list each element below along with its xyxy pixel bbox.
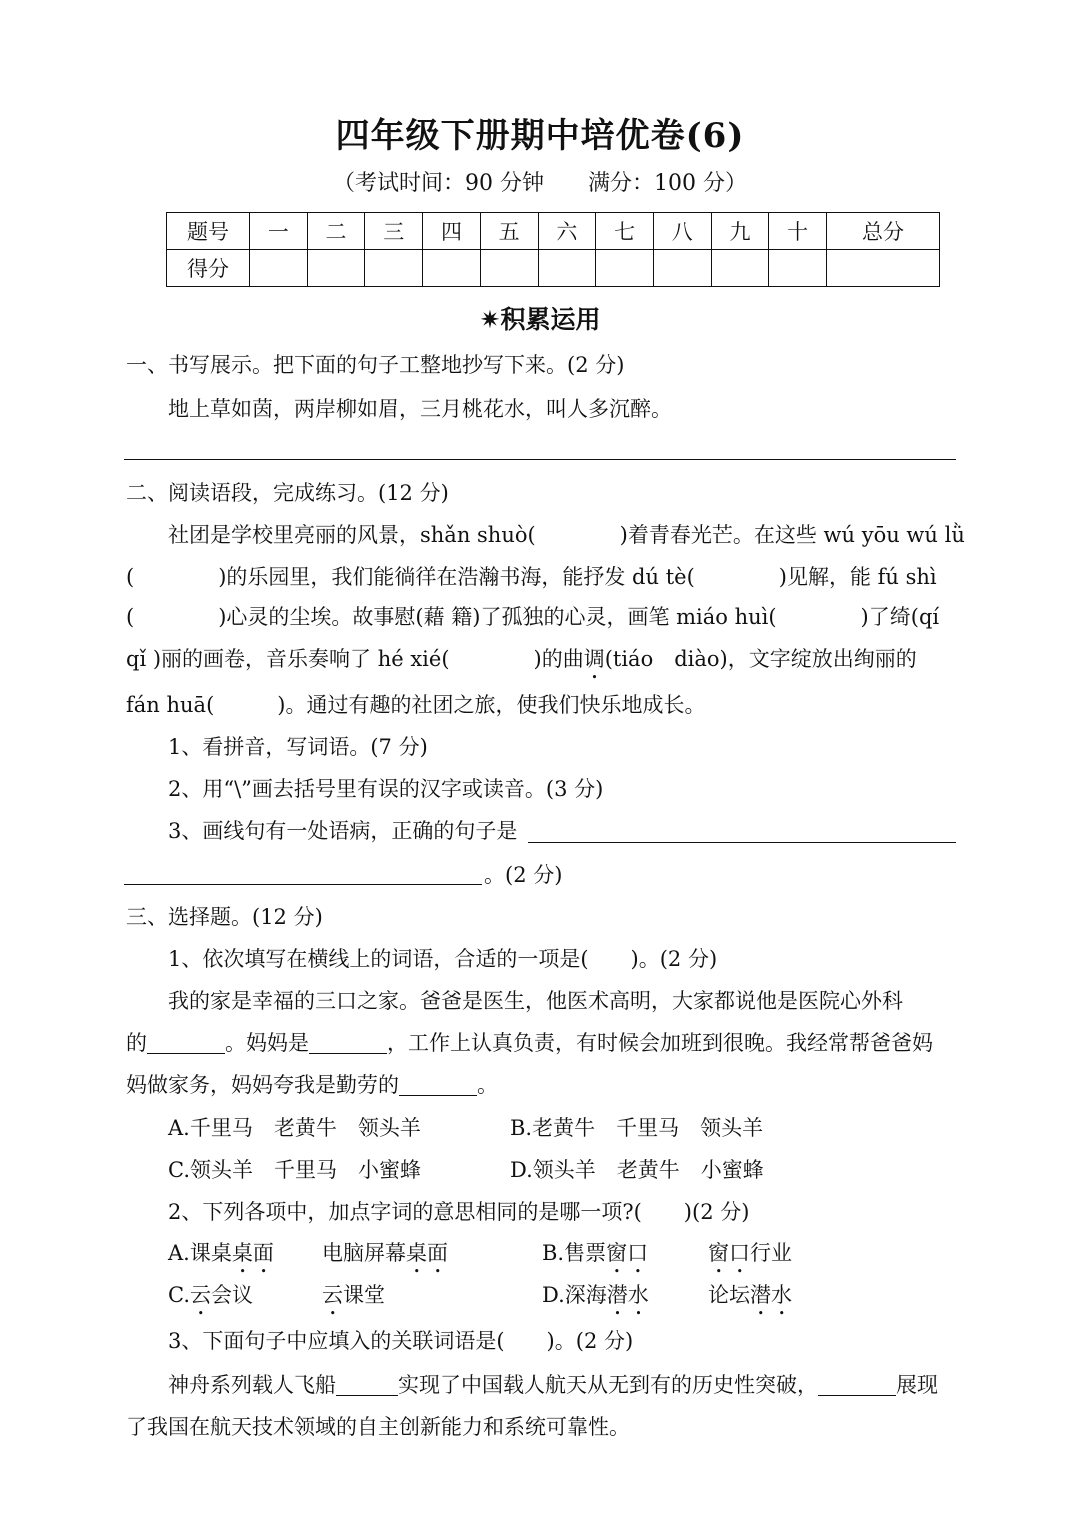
exam-title: 四年级下册期中培优卷(6): [335, 116, 745, 156]
score-table: [166, 212, 940, 287]
q2-paragraph-line: 社团是学校里亮丽的风景，shǎn shuò( )着青春光芒。在这些 wú yōu wú lǜ: [168, 523, 965, 547]
option-text: 课堂: [343, 1283, 385, 1307]
dotted-word: 潜水: [750, 1283, 792, 1307]
fill-blank[interactable]: [336, 1375, 398, 1396]
score-table-col: 一: [250, 213, 308, 250]
q1-answer-line[interactable]: [124, 459, 956, 460]
q3-s1-paragraph: 我的家是幸福的三口之家。爸爸是医生，他医术高明，大家都说他是医院心外科: [168, 989, 903, 1013]
option-text: 电脑屏幕: [322, 1241, 406, 1265]
q2-text: (qí: [910, 605, 940, 629]
score-table-col: 六: [538, 213, 596, 250]
score-table-col: 四: [423, 213, 481, 250]
score-cell[interactable]: [480, 250, 538, 287]
option-a-part: [322, 1238, 448, 1278]
option-a[interactable]: [168, 1238, 274, 1278]
score-table-col: 五: [480, 213, 538, 250]
q2-sub3-end: 。(2 分): [484, 863, 563, 887]
score-cell[interactable]: [711, 250, 769, 287]
q3-s1-paragraph: [126, 1070, 498, 1100]
q3-s2: 2、下列各项中，加点字词的意思相同的是哪一项?( )(2 分): [168, 1200, 750, 1224]
q3-text: 的: [126, 1031, 147, 1055]
q2-sub1: 1、看拼音，写词语。(7 分): [168, 735, 428, 759]
option-d[interactable]: D.领头羊 老黄牛 小蜜蜂: [510, 1158, 764, 1182]
fill-blank[interactable]: [399, 1075, 477, 1096]
q2-paragraph-line: [126, 602, 939, 632]
score-cell[interactable]: [307, 250, 365, 287]
q3-s3-paragraph: 了我国在航天技术领域的自主创新能力和系统可靠性。: [126, 1415, 630, 1439]
q2-paragraph-line: fán huā( )。通过有趣的社团之旅，使我们快乐地成长。: [126, 693, 706, 717]
q2-text: (tiáo diào)，文字绽放出绚丽的: [604, 647, 917, 671]
score-table-col: 三: [365, 213, 423, 250]
score-table-col: 七: [596, 213, 654, 250]
q2-paragraph-line: ( )的乐园里，我们能徜徉在浩瀚书海，能抒发 dú tè( )见解，能 fú shì: [126, 565, 937, 589]
score-cell[interactable]: [538, 250, 596, 287]
dotted-word: 云: [322, 1283, 343, 1307]
option-c[interactable]: C.领头羊 千里马 小蜜蜂: [168, 1158, 421, 1182]
score-table-col: 九: [711, 213, 769, 250]
option-text: B.售票: [542, 1241, 607, 1265]
score-table-header-row: [167, 213, 940, 250]
q3-s3: 3、下面句子中应填入的关联词语是( )。(2 分): [168, 1329, 634, 1353]
q2-text: qǐ )丽的画卷，音乐奏响了 hé xié( )的曲: [126, 647, 584, 671]
option-text: 论坛: [708, 1283, 750, 1307]
option-c[interactable]: [168, 1280, 253, 1320]
q2-sub3: 3、画线句有一处语病，正确的句子是: [168, 819, 518, 843]
q3-text: 实现了中国载人航天从无到有的历史性突破，: [398, 1373, 818, 1397]
q3-s1: 1、依次填写在横线上的词语，合适的一项是( )。(2 分): [168, 947, 718, 971]
score-cell[interactable]: [596, 250, 654, 287]
q3-text: 。妈妈是: [225, 1031, 309, 1055]
option-b[interactable]: B.老黄牛 千里马 领头羊: [510, 1116, 764, 1140]
option-d-part: [708, 1280, 792, 1320]
q1-heading: 一、书写展示。把下面的句子工整地抄写下来。(2 分): [126, 353, 625, 377]
q2-heading: 二、阅读语段，完成练习。(12 分): [126, 481, 449, 505]
score-table-col: 二: [307, 213, 365, 250]
dotted-word: 桌面: [231, 1241, 274, 1265]
dotted-word: 窗口: [708, 1241, 750, 1265]
q2-text: ( )心灵的尘埃。故事慰(藉 籍)了孤独的心灵，画笔 miáo huì( )了绮: [126, 605, 911, 629]
q3-text: 。: [477, 1073, 498, 1097]
q3-s3-paragraph: [168, 1370, 938, 1400]
score-table-row-label: 得分: [167, 250, 250, 287]
score-cell[interactable]: [423, 250, 481, 287]
option-b-part: [708, 1238, 792, 1278]
option-b[interactable]: [542, 1238, 648, 1278]
option-text: C.: [168, 1283, 190, 1307]
dotted-char: 调: [583, 647, 605, 671]
score-table-col: 八: [653, 213, 711, 250]
score-cell[interactable]: [250, 250, 308, 287]
score-table-col: 总分: [827, 213, 940, 250]
score-cell[interactable]: [769, 250, 827, 287]
fill-blank[interactable]: [309, 1033, 387, 1054]
q3-heading: 三、选择题。(12 分): [126, 905, 323, 929]
exam-subtitle: （考试时间：90 分钟 满分：100 分）: [333, 171, 747, 196]
q3-s1-paragraph: [126, 1028, 933, 1058]
fill-blank[interactable]: [147, 1033, 225, 1054]
score-cell[interactable]: [827, 250, 940, 287]
section-heading: ✷积累运用: [479, 305, 601, 334]
dotted-word: 桌面: [406, 1241, 448, 1265]
q3-text: 神舟系列载人飞船: [168, 1373, 336, 1397]
q2-sub3-answer-line[interactable]: [528, 842, 956, 843]
score-cell[interactable]: [365, 250, 423, 287]
option-a[interactable]: A.千里马 老黄牛 领头羊: [168, 1116, 421, 1140]
option-d[interactable]: [542, 1280, 649, 1320]
score-table-row-label: 题号: [167, 213, 250, 250]
option-c-part: [322, 1280, 385, 1320]
option-text: 会议: [211, 1283, 253, 1307]
q1-sentence: 地上草如茵，两岸柳如眉，三月桃花水，叫人多沉醉。: [168, 397, 672, 421]
option-text: D.深海: [542, 1283, 607, 1307]
option-text: A.课桌: [168, 1241, 232, 1265]
dotted-word: 窗口: [606, 1241, 649, 1265]
score-table-col: 十: [769, 213, 827, 250]
option-text: 行业: [750, 1241, 792, 1265]
q2-sub2: 2、用“\”画去括号里有误的汉字或读音。(3 分): [168, 777, 604, 801]
fill-blank[interactable]: [818, 1375, 896, 1396]
q2-paragraph-line: [126, 644, 917, 684]
score-cell[interactable]: [653, 250, 711, 287]
dotted-word: 潜水: [606, 1283, 649, 1307]
q3-text: 展现: [896, 1373, 938, 1397]
q3-text: ，工作上认真负责，有时候会加班到很晚。我经常帮爸爸妈: [387, 1031, 933, 1055]
q3-text: 妈做家务，妈妈夸我是勤劳的: [126, 1073, 399, 1097]
q2-sub3-answer-line-2[interactable]: [124, 884, 482, 885]
score-table-score-row: [167, 250, 940, 287]
dotted-word: 云: [190, 1283, 211, 1307]
